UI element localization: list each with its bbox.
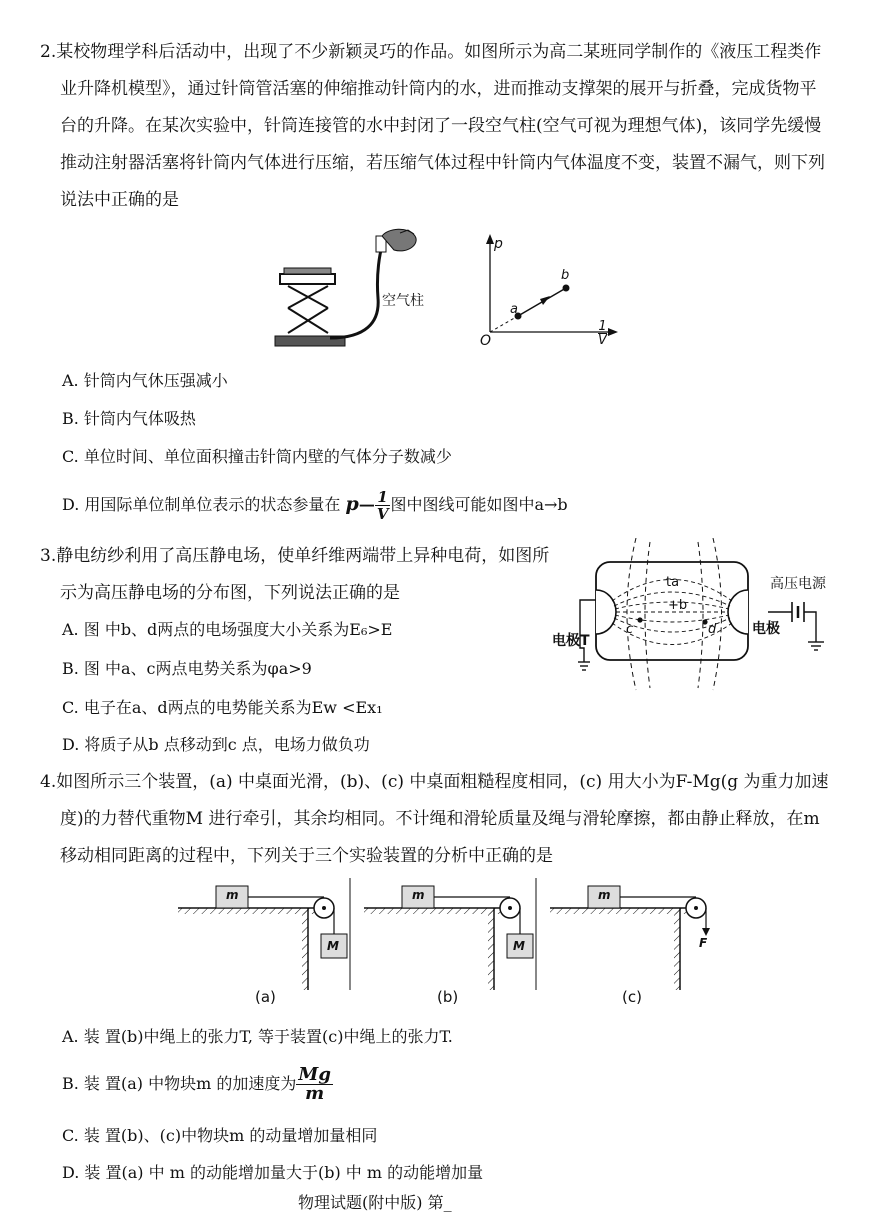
q4-option-b-fraction (296, 1066, 333, 1103)
graph-point-a-label: a (510, 302, 518, 317)
setup-a (178, 878, 350, 990)
q2-option-d-den: V (376, 505, 389, 523)
graph-y-axis-label: p (494, 236, 503, 252)
q2-stem-text: 某校物理学科后活动中，出现了不少新颖灵巧的作品。如图所示为高二某班同学制作的《液压工程类作业升降机模型》，通过针筒管活塞的伸缩推动针筒内的水，进而推动支撑架的展开与折叠，完成货物平台的升降。在某次实验中，针筒连接管的水中封闭了一段空气柱(空气可视为理想气体)，该同学先缓慢推动注射器活塞将针筒内气体进行压缩，若压缩气体过程中针筒内气体温度不变，装置不漏气，则下列说法中正确的是 (56, 42, 825, 210)
q2-option-d-post: 图中图线可能如图中a→b (390, 495, 568, 514)
q2-option-d-pre: D. 用国际单位制单位表示的状态参量在 (62, 495, 341, 514)
q3-option-d: D. 将质子从b 点移动到c 点，电场力做负功 (62, 735, 370, 754)
caption-c: (c) (622, 988, 642, 1006)
caption-a: (a) (255, 988, 276, 1006)
graph-point-b-label: b (561, 268, 570, 283)
block-m-b-label: m (412, 888, 425, 902)
force-F-label: F (699, 936, 708, 950)
q2-option-d-fraction (375, 489, 391, 522)
setup-b (364, 878, 536, 990)
q2-option-a: A. 针筒内气休压强减小 (62, 371, 228, 390)
q2-option-d-num: 1 (375, 489, 391, 506)
q4-number: 4. (40, 772, 57, 792)
q3-stem (40, 538, 552, 612)
q2-stem (40, 34, 830, 219)
q4-option-b-num: Mg (298, 1064, 331, 1085)
q2-option-d (62, 484, 568, 525)
field-point-c-label: c (626, 622, 634, 637)
q3-option-b: B. 图 中a、c两点电势关系为φa>9 (62, 659, 312, 678)
field-point-b-label: +b (668, 598, 688, 613)
field-point-a-label: ta (666, 575, 680, 590)
q3-option-c: C. 电子在a、d两点的电势能关系为Ew <Ex₁ (62, 698, 383, 717)
field-point-d-label: d (708, 622, 717, 637)
q2-option-b: B. 针筒内气体吸热 (62, 409, 196, 428)
block-m-a-label: m (226, 888, 239, 902)
q4-option-d: D. 装 置(a) 中 m 的动能增加量大于(b) 中 m 的动能增加量 (62, 1163, 484, 1182)
q4-option-b (62, 1064, 333, 1104)
power-source-label: 高压电源 (770, 576, 826, 592)
lift-model-figure (270, 228, 470, 353)
q4-option-a: A. 装 置(b)中绳上的张力T, 等于装置(c)中绳上的张力T. (62, 1027, 453, 1046)
setup-c (550, 886, 710, 990)
electric-field-figure (548, 538, 838, 693)
air-column-label: 空气柱 (382, 293, 424, 309)
graph-origin-label: O (480, 333, 492, 349)
block-m-c-label: m (598, 888, 611, 902)
q2-option-d-p: p (345, 493, 359, 515)
q4-option-c: C. 装 置(b)、(c)中物块m 的动量增加量相同 (62, 1126, 378, 1145)
q4-stem-text: 如图所示三个装置，(a) 中桌面光滑，(b)、(c) 中桌面粗糙程度相同，(c) 用大小为F-Mg(g 为重力加速度)的力替代重物M 进行牵引，其余均相同。不计绳和滑轮质量及绳与滑轮摩擦，都由静止释放，在m 移动相同距离的过程中，下列关于三个实验装置的分析中正确的是 (56, 772, 829, 866)
q3-option-a: A. 图 中b、d两点的电场强度大小关系为E₆>E (62, 620, 393, 639)
q3-number: 3. (40, 546, 57, 566)
graph-x-num: 1 (598, 319, 607, 334)
graph-x-den: V (598, 333, 607, 348)
page-footer: 物理试题(附中版) 第_ (298, 1193, 452, 1212)
block-M-a-label: M (327, 939, 339, 953)
caption-b: (b) (437, 988, 459, 1006)
block-M-b-label: M (513, 939, 525, 953)
right-electrode-label: 电极 (752, 621, 780, 637)
q2-number: 2. (40, 42, 57, 62)
pulley-setups-figure (178, 878, 718, 990)
graph-x-axis-label (598, 320, 607, 347)
q4-option-b-pre: B. 装 置(a) 中物块m 的加速度为 (62, 1074, 297, 1093)
q2-option-c: C. 单位时间、单位面积撞击针筒内壁的气体分子数减少 (62, 447, 452, 466)
q4-option-b-den: m (305, 1083, 325, 1104)
q4-stem (40, 764, 830, 875)
left-electrode-label: 电极T (552, 633, 590, 649)
q3-stem-text: 静电纺纱利用了高压静电场，使单纤维两端带上异种电荷，如图所示为高压静电场的分布图，下列说法正确的是 (56, 546, 550, 603)
q2-option-d-dash: — (358, 495, 375, 514)
